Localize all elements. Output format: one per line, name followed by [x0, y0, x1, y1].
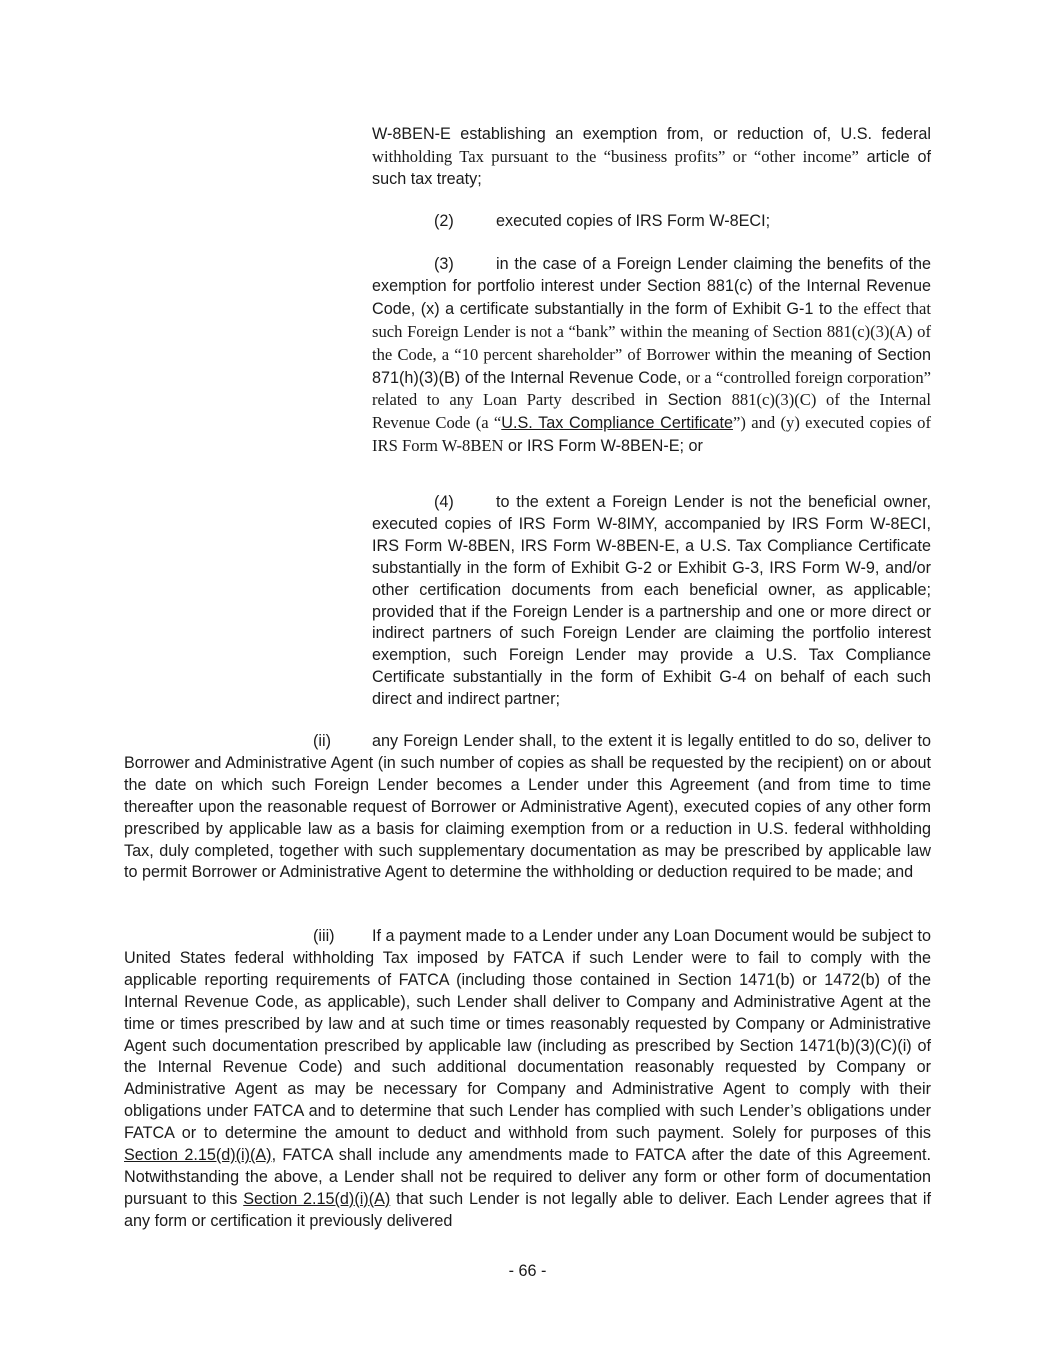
item-text: any Foreign Lender shall, to the extent it is legally entitled to do so, deliver to Borrower and Administrative Agent (in such number of copies as shall be requested by the recipient) on or about the date on which such Foreign Lender becomes a Lender under this Agreement (and from time to time thereafter upon the reasonable request of Borrower or Administrative Agent), executed copies of any other form prescribed by applicable law as a basis for claiming exemption from or a reduction in U.S. federal withholding Tax, duly completed, together with such supplementary documentation as may be prescribed by applicable law to permit Borrower or Administrative Agent to determine the withholding or deduction required to be made; and [124, 732, 931, 882]
text-segment: article of such tax treaty; [372, 147, 931, 188]
text-segment: withholding Tax pursuant to the “business profits” or “other income” [372, 146, 859, 166]
item-number: (2) [434, 212, 454, 230]
item-text: executed copies of IRS Form W-8ECI; [496, 212, 771, 230]
text-segment: 881(c)(3)(C) of the Internal Revenue Code (a “ [372, 390, 932, 433]
item-number: (4) [434, 493, 454, 511]
text-segment: or a “controlled foreign corporation” related to any Loan Party described [372, 367, 931, 410]
paragraph-item-2 [372, 211, 931, 233]
text-segment: or IRS Form W-8BEN-E; or [508, 437, 703, 456]
paragraph-item-4 [372, 492, 931, 711]
item-number: (3) [434, 255, 454, 273]
text-segment: in Section [644, 391, 722, 410]
text-segment: the effect that such Foreign Lender is not a “bank” within the meaning of Section 881(c)(3)(A) of the Code, a “10 percent shareholder” of Borrower [372, 298, 931, 364]
text-segment: W-8BEN-E establishing an exemption from, or reduction of, U.S. federal [372, 125, 931, 143]
paragraph-item-ii [124, 731, 931, 884]
text-segment: that such Lender is not legally able to deliver. Each Lender agrees that if any form or certification it previously delivered [124, 1189, 931, 1230]
item-text: to the extent a Foreign Lender is not the beneficial owner, executed copies of IRS Form W-8IMY, accompanied by IRS Form W-8ECI, IRS Form W-8BEN, IRS Form W-8BEN-E, a U.S. Tax Compliance Certificate substantially in the form of Exhibit G-2 or Exhibit G-3, IRS Form W-9, and/or other certification documents from each beneficial owner, as applicable; provided that if the Foreign Lender is a partnership and one or more direct or indirect partners of such Foreign Lender are claiming the portfolio interest exemption, such Foreign Lender may provide a U.S. Tax Compliance Certificate substantially in the form of Exhibit G-4 on behalf of each such direct and indirect partner; [372, 493, 931, 709]
section-reference: Section 2.15(d)(i)(A) [124, 1146, 272, 1165]
text-segment: in the case of a Foreign Lender claiming the benefits of the exemption for portfolio interest under Section 881(c) of the Internal Revenue Code, (x) a certificate substantially in the form of Exhibit G-1 to [372, 255, 931, 318]
item-number: (ii) [313, 732, 331, 750]
page-number: - 66 - [508, 1262, 547, 1280]
text-segment: ”) and (y) executed copies of IRS Form W-8BEN [372, 413, 931, 456]
item-number: (iii) [313, 927, 335, 945]
paragraph-item-iii [124, 926, 931, 1233]
text-segment: If a payment made to a Lender under any Loan Document would be subject to United States federal withholding Tax imposed by FATCA if such Lender were to fail to comply with the applicable reporting requirements of FATCA (including those contained in Section 1471(b) or 1472(b) of the Internal Revenue Code, as applicable), such Lender shall deliver to Company and Administrative Agent at the time or times prescribed by law and at such time or times reasonably requested by Company or Administrative Agent such documentation prescribed by applicable law (including as prescribed by Section 1471(b)(3)(C)(i) of the Internal Revenue Code) and such additional documentation reasonably requested by Company or Administrative Agent as may be necessary for Company and Administrative Agent to comply with their obligations under FATCA and to determine that such Lender has complied with such Lender’s obligations under FATCA or to determine the amount to deduct and withhold from such payment. Solely for purposes of this [124, 927, 931, 1143]
paragraph-treaty-continuation [372, 124, 931, 191]
text-segment: within the meaning of Section 871(h)(3)(B) of the Internal Revenue Code, [372, 345, 931, 387]
text-segment: , FATCA shall include any amendments made to FATCA after the date of this Agreement. Notwithstanding the above, a Lender shall not be required to deliver any form or other form of documentation pursuant to this [124, 1146, 931, 1208]
section-reference: Section 2.15(d)(i)(A) [243, 1189, 391, 1208]
defined-term-us-tax-compliance-certificate: U.S. Tax Compliance Certificate [501, 414, 734, 433]
paragraph-item-3 [372, 254, 931, 458]
